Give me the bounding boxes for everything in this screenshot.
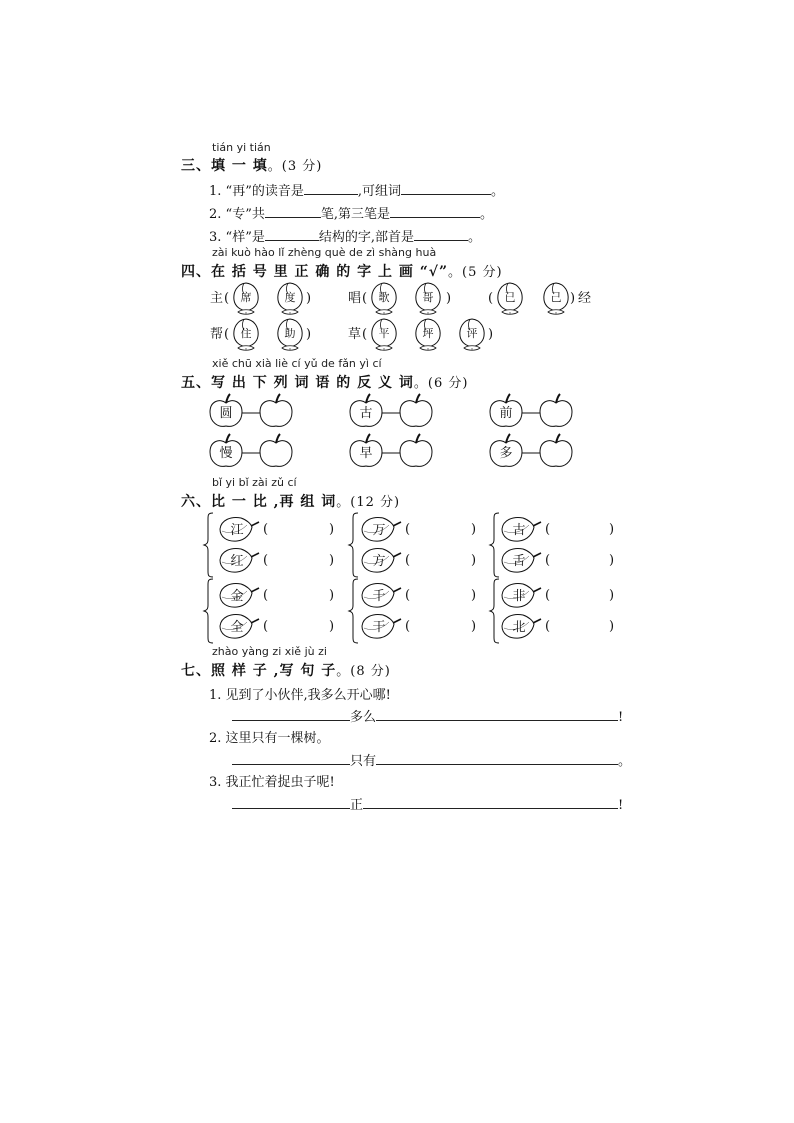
answer-apple[interactable] xyxy=(260,434,292,466)
q-end: 。 xyxy=(467,230,481,245)
sentence-end: ! xyxy=(618,798,624,813)
q-number: 2. xyxy=(209,731,222,746)
paren-close: ) xyxy=(609,553,615,568)
paren-close: ) xyxy=(329,553,335,568)
sec4-points: 。(5 分) xyxy=(448,265,503,280)
sec7-q1-answer xyxy=(232,706,623,725)
choice-char[interactable]: 己 xyxy=(550,291,562,304)
sec7-heading xyxy=(181,660,391,680)
sec7-pinyin: zhào yàng zi xiě jù zi xyxy=(212,645,327,658)
answer-blank[interactable] xyxy=(265,229,319,241)
keyword: 多么 xyxy=(350,710,377,725)
keyword: 只有 xyxy=(350,754,377,769)
answer-apple[interactable] xyxy=(260,394,292,426)
q-text: 结构的字,部首是 xyxy=(318,230,414,245)
q-text: 笔,第三笔是 xyxy=(320,207,390,222)
paren-open: ( xyxy=(545,522,551,537)
paren-close: ) xyxy=(609,588,615,603)
paren-open: ( xyxy=(405,522,411,537)
q-text: ,可组词 xyxy=(357,184,401,199)
sec3-pinyin: tián yi tián xyxy=(212,141,271,154)
paren-close: ) xyxy=(471,588,477,603)
sec6-leaf-grid xyxy=(205,510,625,645)
sec5-apple-grid xyxy=(200,390,600,470)
sec4-peach-grid xyxy=(200,280,640,360)
paren-open: ( xyxy=(263,588,269,603)
q-number: 3. xyxy=(209,775,222,790)
compare-char: 北 xyxy=(512,620,526,635)
choice-char[interactable]: 坪 xyxy=(422,327,434,340)
sec6-pinyin: bǐ yi bǐ zài zǔ cí xyxy=(212,476,297,489)
paren-open: ( xyxy=(263,619,269,634)
compare-char: 古 xyxy=(512,523,526,538)
answer-blank[interactable] xyxy=(363,797,618,809)
q-number: 3. xyxy=(209,230,222,245)
paren-open: ( xyxy=(224,327,230,342)
paren-open: ( xyxy=(405,588,411,603)
answer-blank[interactable] xyxy=(304,183,358,195)
q-text: “专”共 xyxy=(225,207,265,222)
example-sentence: 我正忙着捉虫子呢! xyxy=(225,775,335,790)
answer-apple[interactable] xyxy=(540,394,572,426)
sec5-title: 五、写 出 下 列 词 语 的 反 义 词 xyxy=(181,375,414,391)
given-word: 前 xyxy=(499,406,513,421)
paren-close: ) xyxy=(306,291,312,306)
sec5-points: 。(6 分) xyxy=(413,376,469,391)
paren-close: ) xyxy=(570,291,576,306)
answer-blank[interactable] xyxy=(232,753,350,765)
paren-close: ) xyxy=(488,327,494,342)
answer-apple[interactable] xyxy=(400,434,432,466)
q-number: 1. xyxy=(209,184,222,199)
sec6-points: 。(12 分) xyxy=(336,495,401,510)
choice-char[interactable]: 席 xyxy=(240,291,252,304)
choice-char[interactable]: 平 xyxy=(378,327,390,340)
sec3-q3 xyxy=(209,226,481,245)
paren-close: ) xyxy=(329,619,335,634)
sec4-pinyin: zài kuò hào lǐ zhèng què de zì shàng huà xyxy=(212,246,437,259)
sec3-q2 xyxy=(209,203,493,222)
paren-close: ) xyxy=(609,619,615,634)
given-word: 圆 xyxy=(219,406,233,421)
paren-close: ) xyxy=(329,588,335,603)
sec6-title: 六、比 一 比 ,再 组 词 xyxy=(181,494,337,510)
choice-char[interactable]: 助 xyxy=(284,327,296,340)
sec7-q3-answer xyxy=(232,794,623,813)
answer-blank[interactable] xyxy=(376,709,618,721)
compare-char: 非 xyxy=(512,589,526,604)
paren-close: ) xyxy=(609,522,615,537)
answer-blank[interactable] xyxy=(232,797,350,809)
choice-char[interactable]: 歌 xyxy=(378,291,390,304)
given-word: 古 xyxy=(359,406,373,421)
answer-apple[interactable] xyxy=(540,434,572,466)
sec3-title: 三、填 一 填 xyxy=(181,158,268,174)
compare-char: 红 xyxy=(230,554,244,569)
example-sentence: 这里只有一棵树。 xyxy=(225,731,330,746)
compare-char: 舌 xyxy=(512,554,526,569)
word-label: 唱 xyxy=(348,291,362,306)
compare-char: 干 xyxy=(372,620,386,635)
sec3-q1 xyxy=(209,180,504,199)
paren-close: ) xyxy=(471,522,477,537)
choice-char[interactable]: 哥 xyxy=(422,291,434,304)
word-label: 帮 xyxy=(210,327,224,342)
paren-close: ) xyxy=(471,553,477,568)
word-label: 经 xyxy=(578,291,592,306)
paren-close: ) xyxy=(329,522,335,537)
q-text: “样”是 xyxy=(225,230,265,245)
compare-char: 千 xyxy=(372,589,386,604)
sec5-heading xyxy=(181,372,468,392)
answer-blank[interactable] xyxy=(232,709,350,721)
answer-apple[interactable] xyxy=(400,394,432,426)
paren-open: ( xyxy=(362,327,368,342)
q-end: 。 xyxy=(479,207,493,222)
q-end: 。 xyxy=(490,184,504,199)
sec5-pinyin: xiě chū xià liè cí yǔ de fǎn yì cí xyxy=(212,357,382,370)
sec7-q2-answer xyxy=(232,750,631,769)
answer-blank[interactable] xyxy=(414,229,468,241)
answer-blank[interactable] xyxy=(376,753,618,765)
sec6-heading xyxy=(181,491,400,511)
answer-blank[interactable] xyxy=(265,206,321,218)
sentence-end: 。 xyxy=(618,754,632,769)
paren-open: ( xyxy=(362,291,368,306)
paren-open: ( xyxy=(545,588,551,603)
paren-open: ( xyxy=(545,553,551,568)
compare-char: 江 xyxy=(230,523,244,538)
word-label: 草 xyxy=(348,327,362,342)
sec3-points: 。(3 分) xyxy=(267,159,323,174)
sec4-title: 四、在 括 号 里 正 确 的 字 上 画 “√” xyxy=(181,264,449,280)
paren-open: ( xyxy=(224,291,230,306)
sec7-q3-prompt xyxy=(209,771,335,790)
choice-char[interactable]: 住 xyxy=(240,327,252,340)
answer-blank[interactable] xyxy=(401,183,491,195)
compare-char: 方 xyxy=(372,554,386,569)
q-number: 2. xyxy=(209,207,222,222)
paren-open: ( xyxy=(488,291,494,306)
paren-open: ( xyxy=(263,522,269,537)
sec7-q2-prompt xyxy=(209,727,330,746)
choice-char[interactable]: 评 xyxy=(466,327,478,340)
given-word: 慢 xyxy=(219,446,233,461)
paren-close: ) xyxy=(471,619,477,634)
compare-char: 全 xyxy=(230,620,244,635)
choice-char[interactable]: 已 xyxy=(504,291,516,304)
paren-open: ( xyxy=(545,619,551,634)
q-text: “再”的读音是 xyxy=(225,184,304,199)
word-label: 主 xyxy=(210,291,224,306)
answer-blank[interactable] xyxy=(390,206,480,218)
paren-close: ) xyxy=(446,291,452,306)
given-word: 多 xyxy=(499,446,513,461)
paren-close: ) xyxy=(306,327,312,342)
sec7-points: 。(8 分) xyxy=(336,664,391,679)
sec7-title: 七、照 样 子 ,写 句 子 xyxy=(181,663,337,679)
sec3-heading xyxy=(181,155,322,175)
paren-open: ( xyxy=(405,619,411,634)
sec4-heading xyxy=(181,261,503,281)
sec7-q1-prompt xyxy=(209,684,391,703)
choice-char[interactable]: 度 xyxy=(284,291,296,304)
keyword: 正 xyxy=(350,798,364,813)
paren-open: ( xyxy=(405,553,411,568)
q-number: 1. xyxy=(209,688,222,703)
sentence-end: ! xyxy=(618,710,624,725)
paren-open: ( xyxy=(263,553,269,568)
compare-char: 万 xyxy=(372,523,386,538)
compare-char: 金 xyxy=(230,589,244,604)
example-sentence: 见到了小伙伴,我多么开心哪! xyxy=(225,688,391,703)
given-word: 早 xyxy=(359,446,373,461)
